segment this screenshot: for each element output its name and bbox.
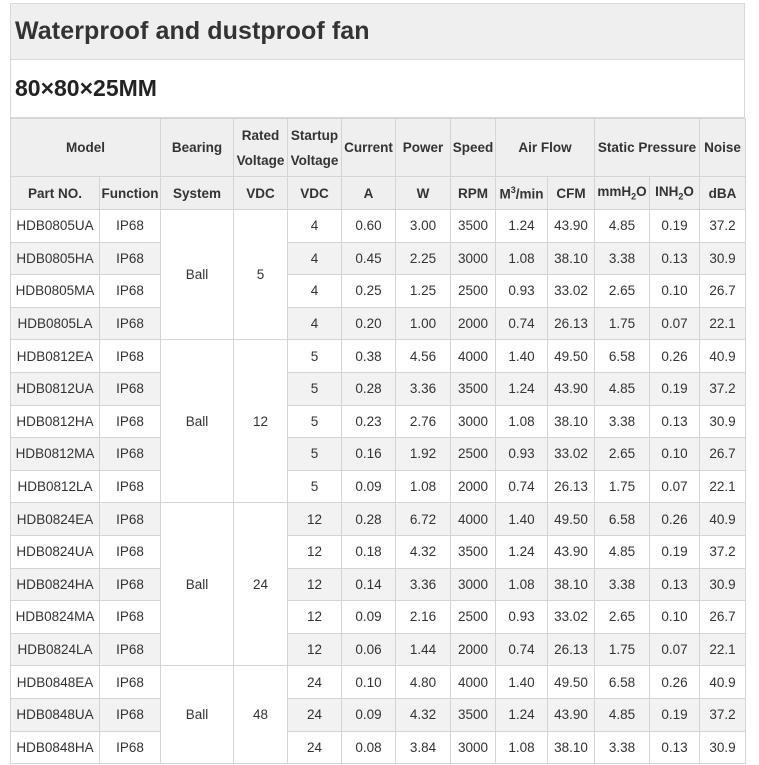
cell-current: 0.09 bbox=[342, 470, 396, 503]
cell-current: 0.09 bbox=[342, 601, 396, 634]
unit-vdc-rated: VDC bbox=[234, 177, 288, 210]
cell-startup-voltage: 5 bbox=[288, 372, 342, 405]
cell-pressure-inh2o: 0.07 bbox=[650, 307, 700, 340]
cell-airflow-m3: 1.40 bbox=[496, 666, 548, 699]
cell-airflow-cfm: 38.10 bbox=[548, 405, 595, 438]
col-header-rated-voltage bbox=[234, 119, 288, 177]
cell-power: 2.25 bbox=[396, 242, 451, 275]
cell-airflow-m3: 1.24 bbox=[496, 210, 548, 243]
cell-power: 4.80 bbox=[396, 666, 451, 699]
page-title: Waterproof and dustproof fan bbox=[15, 17, 370, 45]
cell-part-no: HDB0805LA bbox=[11, 307, 100, 340]
cell-pressure-inh2o: 0.10 bbox=[650, 438, 700, 471]
cell-speed: 3000 bbox=[451, 731, 496, 764]
cell-power: 2.16 bbox=[396, 601, 451, 634]
cell-startup-voltage: 12 bbox=[288, 503, 342, 536]
cell-noise: 37.2 bbox=[700, 535, 746, 568]
cell-pressure-mmh2o: 2.65 bbox=[595, 275, 650, 308]
cell-speed: 2000 bbox=[451, 307, 496, 340]
cell-pressure-mmh2o: 4.85 bbox=[595, 210, 650, 243]
cell-function: IP68 bbox=[100, 210, 161, 243]
cell-pressure-mmh2o: 2.65 bbox=[595, 438, 650, 471]
table-row bbox=[11, 731, 746, 764]
spec-table bbox=[10, 118, 746, 764]
cell-part-no: HDB0824UA bbox=[11, 535, 100, 568]
unit-dba: dBA bbox=[700, 177, 746, 210]
cell-part-no: HDB0824EA bbox=[11, 503, 100, 536]
startup-voltage-line1: Startup bbox=[290, 127, 339, 143]
cell-current: 0.09 bbox=[342, 698, 396, 731]
cell-part-no: HDB0805UA bbox=[11, 210, 100, 243]
cell-current: 0.28 bbox=[342, 372, 396, 405]
cell-noise: 26.7 bbox=[700, 438, 746, 471]
col-header-bearing: Bearing bbox=[161, 119, 234, 177]
unit-cfm: CFM bbox=[548, 177, 595, 210]
cell-noise: 22.1 bbox=[700, 470, 746, 503]
cell-airflow-m3: 0.74 bbox=[496, 470, 548, 503]
cell-pressure-inh2o: 0.26 bbox=[650, 340, 700, 373]
cell-speed: 2500 bbox=[451, 438, 496, 471]
cell-current: 0.45 bbox=[342, 242, 396, 275]
cell-startup-voltage: 24 bbox=[288, 731, 342, 764]
col-header-speed: Speed bbox=[451, 119, 496, 177]
col-header-noise: Noise bbox=[700, 119, 746, 177]
cell-pressure-inh2o: 0.13 bbox=[650, 405, 700, 438]
table-row bbox=[11, 372, 746, 405]
cell-function: IP68 bbox=[100, 731, 161, 764]
cell-pressure-mmh2o: 6.58 bbox=[595, 666, 650, 699]
cell-pressure-inh2o: 0.19 bbox=[650, 210, 700, 243]
cell-speed: 3500 bbox=[451, 210, 496, 243]
cell-function: IP68 bbox=[100, 568, 161, 601]
rated-voltage-line2: Voltage bbox=[236, 152, 285, 168]
cell-pressure-inh2o: 0.19 bbox=[650, 698, 700, 731]
cell-rated-voltage: 48 bbox=[234, 666, 288, 764]
cell-part-no: HDB0812HA bbox=[11, 405, 100, 438]
table-row bbox=[11, 503, 746, 536]
cell-startup-voltage: 24 bbox=[288, 698, 342, 731]
cell-function: IP68 bbox=[100, 372, 161, 405]
cell-power: 1.08 bbox=[396, 470, 451, 503]
cell-startup-voltage: 4 bbox=[288, 275, 342, 308]
subtitle-bar bbox=[10, 60, 745, 118]
cell-pressure-inh2o: 0.19 bbox=[650, 535, 700, 568]
cell-pressure-mmh2o: 3.38 bbox=[595, 568, 650, 601]
cell-startup-voltage: 4 bbox=[288, 210, 342, 243]
cell-power: 4.32 bbox=[396, 535, 451, 568]
cell-pressure-inh2o: 0.13 bbox=[650, 242, 700, 275]
cell-function: IP68 bbox=[100, 275, 161, 308]
cell-speed: 2500 bbox=[451, 601, 496, 634]
cell-current: 0.20 bbox=[342, 307, 396, 340]
cell-airflow-m3: 0.93 bbox=[496, 275, 548, 308]
cell-function: IP68 bbox=[100, 601, 161, 634]
table-row bbox=[11, 438, 746, 471]
header-row-2 bbox=[11, 177, 746, 210]
cell-current: 0.16 bbox=[342, 438, 396, 471]
mmh2o-sub: 2 bbox=[631, 191, 637, 202]
cell-speed: 4000 bbox=[451, 503, 496, 536]
cell-speed: 4000 bbox=[451, 666, 496, 699]
unit-part-no: Part NO. bbox=[11, 177, 100, 210]
cell-pressure-mmh2o: 4.85 bbox=[595, 372, 650, 405]
cell-noise: 30.9 bbox=[700, 242, 746, 275]
col-header-current: Current bbox=[342, 119, 396, 177]
cell-speed: 4000 bbox=[451, 340, 496, 373]
inh2o-sub: 2 bbox=[678, 191, 684, 202]
unit-m3-per-min bbox=[496, 177, 548, 210]
table-row bbox=[11, 275, 746, 308]
cell-speed: 3000 bbox=[451, 405, 496, 438]
cell-pressure-inh2o: 0.07 bbox=[650, 470, 700, 503]
cell-current: 0.08 bbox=[342, 731, 396, 764]
cell-pressure-mmh2o: 6.58 bbox=[595, 340, 650, 373]
cell-part-no: HDB0848UA bbox=[11, 698, 100, 731]
unit-mmh2o bbox=[595, 177, 650, 210]
cell-airflow-cfm: 26.13 bbox=[548, 307, 595, 340]
cell-speed: 3000 bbox=[451, 568, 496, 601]
cell-airflow-cfm: 43.90 bbox=[548, 210, 595, 243]
table-row bbox=[11, 698, 746, 731]
cell-startup-voltage: 4 bbox=[288, 242, 342, 275]
cell-rated-voltage: 24 bbox=[234, 503, 288, 666]
cell-noise: 37.2 bbox=[700, 372, 746, 405]
cell-airflow-m3: 0.74 bbox=[496, 307, 548, 340]
cell-bearing-system: Ball bbox=[161, 210, 234, 340]
cell-startup-voltage: 5 bbox=[288, 405, 342, 438]
cell-airflow-m3: 1.08 bbox=[496, 242, 548, 275]
col-header-static-pressure: Static Pressure bbox=[595, 119, 700, 177]
cell-noise: 26.7 bbox=[700, 601, 746, 634]
cell-pressure-inh2o: 0.26 bbox=[650, 503, 700, 536]
cell-airflow-m3: 1.24 bbox=[496, 698, 548, 731]
cell-airflow-cfm: 43.90 bbox=[548, 698, 595, 731]
cell-part-no: HDB0824MA bbox=[11, 601, 100, 634]
cell-airflow-m3: 1.08 bbox=[496, 731, 548, 764]
cell-startup-voltage: 5 bbox=[288, 470, 342, 503]
cell-function: IP68 bbox=[100, 666, 161, 699]
cell-bearing-system: Ball bbox=[161, 666, 234, 764]
cell-airflow-m3: 1.24 bbox=[496, 535, 548, 568]
cell-part-no: HDB0812EA bbox=[11, 340, 100, 373]
cell-speed: 3000 bbox=[451, 242, 496, 275]
inh2o-tail: O bbox=[683, 184, 694, 200]
table-row bbox=[11, 405, 746, 438]
cell-airflow-cfm: 26.13 bbox=[548, 633, 595, 666]
cell-pressure-mmh2o: 3.38 bbox=[595, 242, 650, 275]
header-row-1 bbox=[11, 119, 746, 177]
cell-pressure-mmh2o: 3.38 bbox=[595, 731, 650, 764]
cell-function: IP68 bbox=[100, 340, 161, 373]
mmh2o-base: mmH bbox=[597, 184, 632, 200]
cell-airflow-m3: 1.08 bbox=[496, 568, 548, 601]
cell-airflow-cfm: 33.02 bbox=[548, 601, 595, 634]
table-row bbox=[11, 568, 746, 601]
cell-part-no: HDB0848EA bbox=[11, 666, 100, 699]
table-row bbox=[11, 470, 746, 503]
cell-airflow-cfm: 33.02 bbox=[548, 275, 595, 308]
cell-part-no: HDB0824HA bbox=[11, 568, 100, 601]
cell-function: IP68 bbox=[100, 698, 161, 731]
cell-noise: 22.1 bbox=[700, 307, 746, 340]
cell-noise: 40.9 bbox=[700, 666, 746, 699]
cell-power: 2.76 bbox=[396, 405, 451, 438]
unit-rpm: RPM bbox=[451, 177, 496, 210]
cell-airflow-m3: 0.74 bbox=[496, 633, 548, 666]
cell-pressure-mmh2o: 1.75 bbox=[595, 470, 650, 503]
cell-current: 0.10 bbox=[342, 666, 396, 699]
cell-noise: 40.9 bbox=[700, 503, 746, 536]
unit-system: System bbox=[161, 177, 234, 210]
cell-pressure-mmh2o: 2.65 bbox=[595, 601, 650, 634]
table-row bbox=[11, 633, 746, 666]
spec-table-body bbox=[11, 210, 746, 764]
col-header-power: Power bbox=[396, 119, 451, 177]
unit-watt: W bbox=[396, 177, 451, 210]
cell-current: 0.18 bbox=[342, 535, 396, 568]
cell-speed: 3500 bbox=[451, 372, 496, 405]
cell-function: IP68 bbox=[100, 470, 161, 503]
table-row bbox=[11, 242, 746, 275]
col-header-air-flow: Air Flow bbox=[496, 119, 595, 177]
cell-airflow-m3: 0.93 bbox=[496, 601, 548, 634]
cell-noise: 26.7 bbox=[700, 275, 746, 308]
cell-startup-voltage: 12 bbox=[288, 601, 342, 634]
cell-part-no: HDB0805HA bbox=[11, 242, 100, 275]
cell-part-no: HDB0805MA bbox=[11, 275, 100, 308]
cell-startup-voltage: 24 bbox=[288, 666, 342, 699]
cell-pressure-mmh2o: 4.85 bbox=[595, 698, 650, 731]
cell-pressure-mmh2o: 1.75 bbox=[595, 307, 650, 340]
cell-airflow-m3: 1.08 bbox=[496, 405, 548, 438]
cell-part-no: HDB0812MA bbox=[11, 438, 100, 471]
cell-pressure-mmh2o: 1.75 bbox=[595, 633, 650, 666]
cell-power: 3.36 bbox=[396, 372, 451, 405]
cell-airflow-m3: 1.40 bbox=[496, 503, 548, 536]
rated-voltage-line1: Rated bbox=[241, 127, 280, 143]
cell-power: 4.56 bbox=[396, 340, 451, 373]
spec-sheet bbox=[10, 3, 745, 764]
cell-startup-voltage: 4 bbox=[288, 307, 342, 340]
cell-startup-voltage: 12 bbox=[288, 633, 342, 666]
cell-speed: 2000 bbox=[451, 470, 496, 503]
cell-airflow-cfm: 43.90 bbox=[548, 535, 595, 568]
cell-power: 1.00 bbox=[396, 307, 451, 340]
cell-noise: 30.9 bbox=[700, 568, 746, 601]
cell-startup-voltage: 5 bbox=[288, 340, 342, 373]
mmh2o-tail: O bbox=[636, 184, 647, 200]
cell-airflow-cfm: 43.90 bbox=[548, 372, 595, 405]
cell-pressure-mmh2o: 4.85 bbox=[595, 535, 650, 568]
table-row bbox=[11, 210, 746, 243]
cell-power: 1.25 bbox=[396, 275, 451, 308]
col-header-model: Model bbox=[11, 119, 161, 177]
cell-current: 0.38 bbox=[342, 340, 396, 373]
cell-noise: 30.9 bbox=[700, 731, 746, 764]
cell-noise: 22.1 bbox=[700, 633, 746, 666]
cell-function: IP68 bbox=[100, 242, 161, 275]
cell-bearing-system: Ball bbox=[161, 340, 234, 503]
cell-airflow-cfm: 49.50 bbox=[548, 666, 595, 699]
unit-function: Function bbox=[100, 177, 161, 210]
cell-pressure-inh2o: 0.26 bbox=[650, 666, 700, 699]
cell-pressure-inh2o: 0.10 bbox=[650, 601, 700, 634]
unit-vdc-startup: VDC bbox=[288, 177, 342, 210]
cell-power: 3.84 bbox=[396, 731, 451, 764]
cell-startup-voltage: 5 bbox=[288, 438, 342, 471]
cell-function: IP68 bbox=[100, 405, 161, 438]
cell-airflow-cfm: 38.10 bbox=[548, 568, 595, 601]
cell-speed: 2500 bbox=[451, 275, 496, 308]
cell-part-no: HDB0848HA bbox=[11, 731, 100, 764]
table-row bbox=[11, 535, 746, 568]
cell-power: 1.44 bbox=[396, 633, 451, 666]
cell-function: IP68 bbox=[100, 307, 161, 340]
cell-airflow-m3: 0.93 bbox=[496, 438, 548, 471]
cell-airflow-cfm: 49.50 bbox=[548, 340, 595, 373]
cell-noise: 37.2 bbox=[700, 210, 746, 243]
cell-power: 6.72 bbox=[396, 503, 451, 536]
cell-pressure-inh2o: 0.10 bbox=[650, 275, 700, 308]
cell-rated-voltage: 5 bbox=[234, 210, 288, 340]
m3-base: M bbox=[499, 186, 511, 202]
cell-pressure-inh2o: 0.19 bbox=[650, 372, 700, 405]
cell-current: 0.23 bbox=[342, 405, 396, 438]
cell-function: IP68 bbox=[100, 438, 161, 471]
cell-pressure-inh2o: 0.07 bbox=[650, 633, 700, 666]
table-row bbox=[11, 666, 746, 699]
cell-airflow-m3: 1.40 bbox=[496, 340, 548, 373]
cell-current: 0.14 bbox=[342, 568, 396, 601]
cell-pressure-inh2o: 0.13 bbox=[650, 731, 700, 764]
m3-tail: /min bbox=[515, 186, 544, 202]
cell-power: 4.32 bbox=[396, 698, 451, 731]
cell-pressure-mmh2o: 3.38 bbox=[595, 405, 650, 438]
cell-noise: 40.9 bbox=[700, 340, 746, 373]
cell-part-no: HDB0812LA bbox=[11, 470, 100, 503]
m3-sup: 3 bbox=[510, 184, 516, 195]
cell-speed: 2000 bbox=[451, 633, 496, 666]
cell-airflow-cfm: 49.50 bbox=[548, 503, 595, 536]
size-subtitle: 80×80×25MM bbox=[15, 75, 157, 101]
cell-startup-voltage: 12 bbox=[288, 568, 342, 601]
col-header-startup-voltage bbox=[288, 119, 342, 177]
cell-airflow-m3: 1.24 bbox=[496, 372, 548, 405]
cell-current: 0.28 bbox=[342, 503, 396, 536]
cell-noise: 30.9 bbox=[700, 405, 746, 438]
table-row bbox=[11, 307, 746, 340]
cell-part-no: HDB0812UA bbox=[11, 372, 100, 405]
cell-airflow-cfm: 38.10 bbox=[548, 242, 595, 275]
cell-power: 3.36 bbox=[396, 568, 451, 601]
cell-function: IP68 bbox=[100, 503, 161, 536]
cell-function: IP68 bbox=[100, 633, 161, 666]
cell-pressure-inh2o: 0.13 bbox=[650, 568, 700, 601]
cell-rated-voltage: 12 bbox=[234, 340, 288, 503]
cell-speed: 3500 bbox=[451, 698, 496, 731]
cell-power: 3.00 bbox=[396, 210, 451, 243]
cell-startup-voltage: 12 bbox=[288, 535, 342, 568]
inh2o-base: INH bbox=[655, 184, 679, 200]
table-row bbox=[11, 601, 746, 634]
cell-pressure-mmh2o: 6.58 bbox=[595, 503, 650, 536]
table-row bbox=[11, 340, 746, 373]
cell-airflow-cfm: 38.10 bbox=[548, 731, 595, 764]
startup-voltage-line2: Voltage bbox=[290, 152, 339, 168]
unit-amp: A bbox=[342, 177, 396, 210]
cell-airflow-cfm: 33.02 bbox=[548, 438, 595, 471]
cell-speed: 3500 bbox=[451, 535, 496, 568]
cell-power: 1.92 bbox=[396, 438, 451, 471]
cell-current: 0.25 bbox=[342, 275, 396, 308]
cell-airflow-cfm: 26.13 bbox=[548, 470, 595, 503]
title-bar bbox=[10, 3, 745, 60]
cell-bearing-system: Ball bbox=[161, 503, 234, 666]
cell-current: 0.60 bbox=[342, 210, 396, 243]
cell-part-no: HDB0824LA bbox=[11, 633, 100, 666]
cell-noise: 37.2 bbox=[700, 698, 746, 731]
cell-function: IP68 bbox=[100, 535, 161, 568]
cell-current: 0.06 bbox=[342, 633, 396, 666]
unit-inh2o bbox=[650, 177, 700, 210]
